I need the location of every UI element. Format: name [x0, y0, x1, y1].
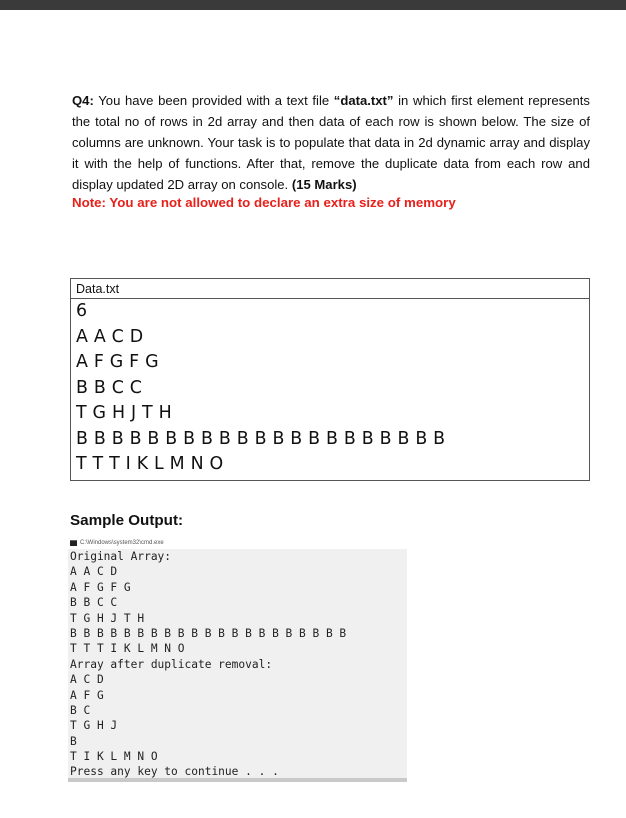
data-file-content: [71, 299, 589, 478]
console-scrollbar[interactable]: [68, 778, 407, 782]
console-window: [68, 536, 407, 782]
console-title-bar: [68, 536, 407, 549]
question-text-1: You have been provided with a text file: [93, 93, 334, 108]
console-line: A F G F G: [70, 580, 131, 594]
question-text: [72, 90, 590, 195]
console-line: B B B B B B B B B B B B B B B B B B B B B: [70, 626, 347, 640]
console-line: T T T I K L M N O: [70, 642, 185, 656]
data-line: A A C D: [76, 326, 144, 347]
sample-output-title: Sample Output:: [70, 512, 184, 529]
note-text: Note: You are not allowed to declare an extra size of memory: [72, 195, 456, 210]
console-line: T G H J: [70, 719, 118, 733]
console-line: A F G: [70, 688, 104, 702]
console-line: B B C C: [70, 596, 118, 610]
console-line: B C: [70, 703, 91, 717]
console-output: [68, 549, 407, 780]
data-line: B B B B B B B B B B B B B B B B B B B B B: [76, 428, 446, 449]
data-line: T G H J T H: [76, 403, 172, 423]
console-line: T G H J T H: [70, 611, 145, 625]
console-line: Original Array:: [70, 550, 172, 563]
console-line: T I K L M N O: [70, 750, 158, 764]
data-file-header: Data.txt: [71, 279, 589, 299]
console-line: A A C D: [70, 565, 118, 579]
question-filename: “data.txt”: [333, 93, 394, 108]
data-line: 6: [76, 301, 88, 321]
console-window-title: C:\Windows\system32\cmd.exe: [80, 539, 164, 546]
data-line: B B C C: [76, 377, 143, 398]
question-label: Q4:: [72, 93, 94, 108]
question-marks: (15 Marks): [291, 177, 357, 192]
cmd-icon: [70, 540, 77, 546]
console-line: Array after duplicate removal:: [70, 657, 273, 671]
console-line: B: [70, 734, 77, 748]
console-line: Press any key to continue . . .: [70, 765, 279, 779]
question-text-2: in which first element represents the total no of rows in 2d array and then data of each row is shown below. The size of columns are unknown. Your task is to populate that data in 2d dynamic array and display it with the help of functions. After that, remove the duplicate data from each row and display updated 2D array on console.: [72, 93, 590, 192]
data-line: A F G F G: [76, 352, 159, 372]
data-file-box: [70, 278, 590, 481]
top-bar: [0, 0, 626, 10]
data-line: T T T I K L M N O: [76, 454, 224, 474]
console-line: A C D: [70, 673, 104, 687]
